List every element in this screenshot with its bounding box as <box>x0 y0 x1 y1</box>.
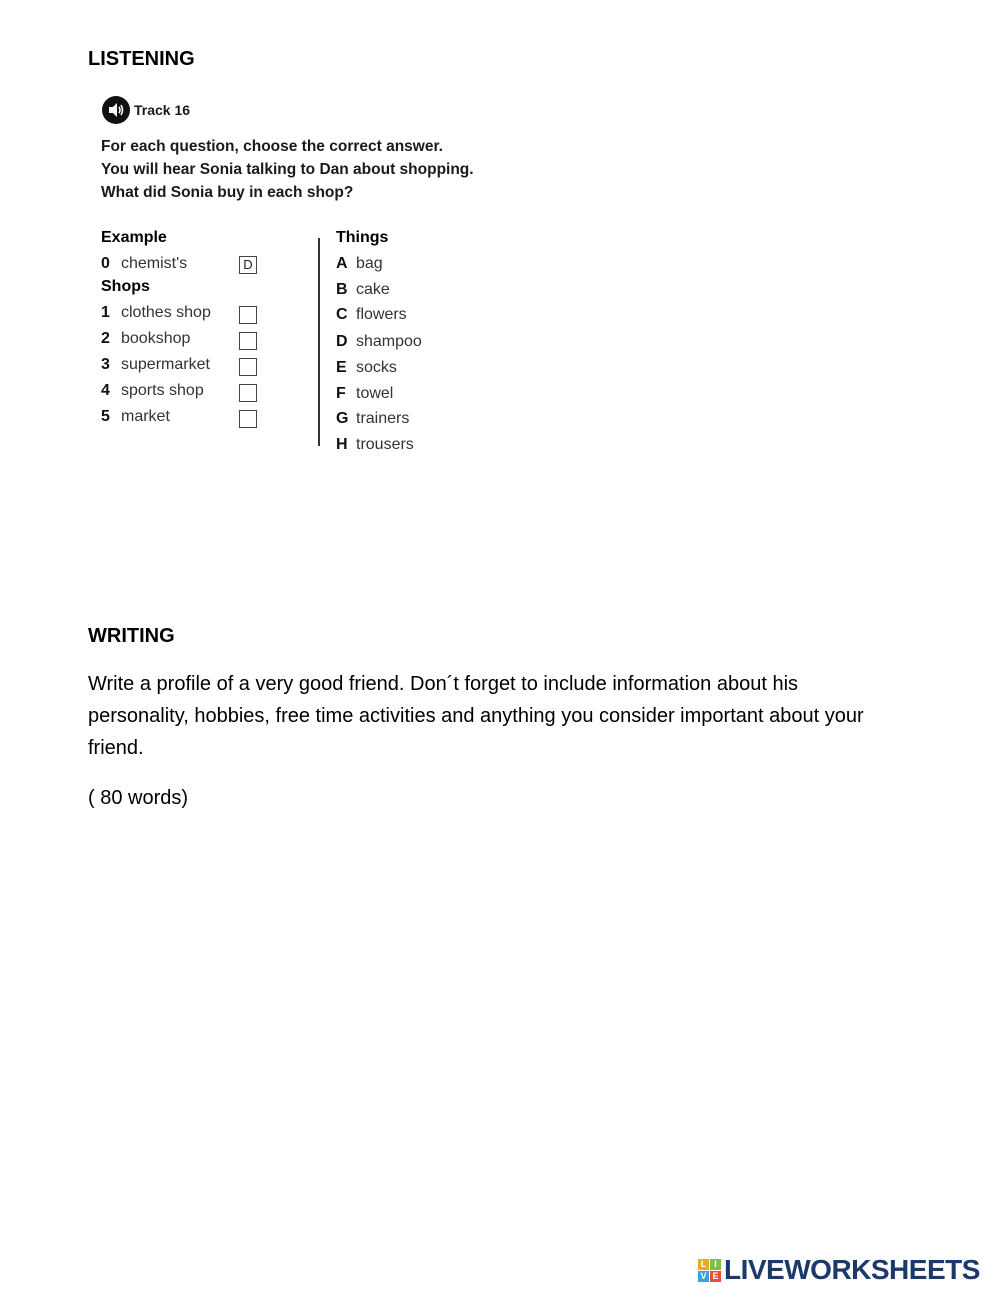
track-label <box>102 96 512 124</box>
shop-number: 4 <box>101 382 110 399</box>
instruction-line: You will hear Sonia talking to Dan about shopping. <box>101 161 474 178</box>
thing-row-e <box>336 355 397 381</box>
shop-row-2 <box>101 326 190 352</box>
logo-letter: I <box>710 1259 721 1270</box>
shop-name: sports shop <box>121 382 204 399</box>
thing-letter: F <box>336 385 346 402</box>
thing-name: shampoo <box>356 333 422 350</box>
thing-name: cake <box>356 281 390 298</box>
shop-row-3 <box>101 352 210 378</box>
shop-number: 5 <box>101 408 110 425</box>
logo-letter: E <box>710 1271 721 1282</box>
logo-letter: V <box>698 1271 709 1282</box>
logo-letter: L <box>698 1259 709 1270</box>
answer-box-3[interactable] <box>239 358 257 376</box>
shop-row-4 <box>101 378 204 404</box>
answer-box-4[interactable] <box>239 384 257 402</box>
thing-row-c <box>336 302 407 328</box>
thing-row-f <box>336 381 393 407</box>
column-divider <box>318 238 320 446</box>
shop-name: supermarket <box>121 356 210 373</box>
things-label: Things <box>336 229 389 246</box>
shop-row-5 <box>101 404 170 430</box>
prompt-line: Write a profile of a very good friend. Don´t forget to include information about his <box>88 673 799 695</box>
thing-row-h <box>336 432 414 458</box>
answer-box-5[interactable] <box>239 410 257 428</box>
logo-text: LIVEWORKSHEETS <box>724 1254 980 1285</box>
logo-icon <box>698 1259 721 1282</box>
shop-name: bookshop <box>121 330 191 347</box>
thing-row-d <box>336 329 422 355</box>
prompt-line: friend. <box>88 737 144 759</box>
example-row <box>101 251 187 277</box>
thing-letter: B <box>336 281 348 298</box>
thing-row-b <box>336 277 390 303</box>
word-count: ( 80 words) <box>88 787 189 809</box>
example-shop: chemist's <box>121 255 188 272</box>
liveworksheets-logo <box>698 1254 980 1286</box>
listening-task <box>92 96 512 204</box>
answer-box-2[interactable] <box>239 332 257 350</box>
speaker-icon[interactable] <box>102 96 130 124</box>
thing-letter: H <box>336 436 348 453</box>
thing-letter: D <box>336 333 348 350</box>
thing-letter: A <box>336 255 348 272</box>
prompt-line: personality, hobbies, free time activities and anything you consider important about your <box>88 705 864 727</box>
answer-box-1[interactable] <box>239 306 257 324</box>
shop-number: 3 <box>101 356 110 373</box>
example-number: 0 <box>101 255 110 272</box>
thing-name: towel <box>356 385 394 402</box>
shop-name: clothes shop <box>121 304 211 321</box>
writing-prompt <box>88 668 968 764</box>
thing-row-g <box>336 406 409 432</box>
shop-number: 2 <box>101 330 110 347</box>
thing-name: trainers <box>356 410 410 427</box>
thing-letter: C <box>336 306 348 323</box>
writing-heading: WRITING <box>88 625 175 647</box>
example-label: Example <box>101 229 167 246</box>
instruction-line: What did Sonia buy in each shop? <box>101 184 354 201</box>
shop-number: 1 <box>101 304 110 321</box>
thing-name: flowers <box>356 306 407 323</box>
thing-name: bag <box>356 255 383 272</box>
example-answer-box: D <box>239 256 257 274</box>
track-number: Track 16 <box>134 102 191 118</box>
thing-letter: G <box>336 410 349 427</box>
thing-letter: E <box>336 359 347 376</box>
shop-row-1 <box>101 300 211 326</box>
listening-heading: LISTENING <box>88 48 195 70</box>
shop-name: market <box>121 408 170 425</box>
thing-name: socks <box>356 359 397 376</box>
instruction-line: For each question, choose the correct answer. <box>101 138 443 155</box>
thing-name: trousers <box>356 436 414 453</box>
shops-label: Shops <box>101 278 150 295</box>
thing-row-a <box>336 251 383 277</box>
instructions <box>101 135 512 204</box>
